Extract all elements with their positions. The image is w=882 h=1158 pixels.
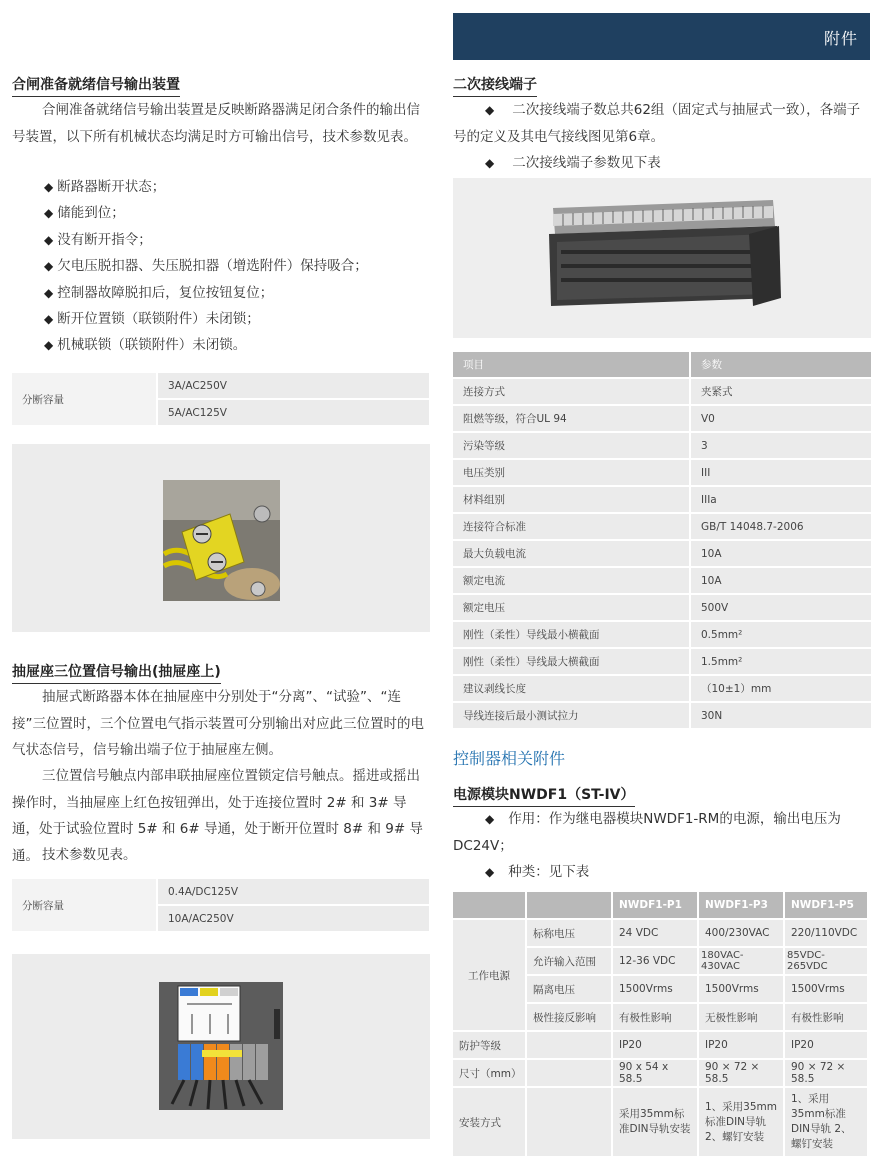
list-item: ◆ 欠电压脱扣器、失压脱扣器（增选附件）保持吸合； xyxy=(44,253,368,279)
table-header-cell: NWDF1-P5 xyxy=(785,892,867,918)
controller-accessories-title: 控制器相关附件 xyxy=(453,749,566,768)
list-item: ◆ 没有断开指令； xyxy=(44,227,368,253)
table-cell: IP20 xyxy=(785,1032,867,1058)
section-title-close-ready: 合闸准备就绪信号输出装置 xyxy=(12,74,180,97)
table-cell: 0.4A/DC125V xyxy=(158,879,429,904)
table-cell: 防护等级 xyxy=(453,1032,525,1058)
table-cell: 400/230VAC xyxy=(699,920,783,946)
table-cell: 材料组别 xyxy=(453,487,691,512)
table-cell: 建议剥线长度 xyxy=(453,676,691,701)
table-row xyxy=(453,487,871,512)
table-cell: 无极性影响 xyxy=(699,1004,783,1030)
table-cell: 30N xyxy=(691,703,871,728)
table-cell: 0.5mm² xyxy=(691,622,871,647)
table-cell: 有极性影响 xyxy=(785,1004,867,1030)
table-row xyxy=(12,373,429,398)
table-cell: 1.5mm² xyxy=(691,649,871,674)
three-position-text-1: 抽屉式断路器本体在抽屉座中分别处于“分离”、“试验”、“连接”三位置时，三个位置电气指示装置可分别输出对应此三位置时的电气状态信号，信号输出端子位于抽屉座左侧。 xyxy=(12,689,424,758)
table-cell: 1500Vrms xyxy=(613,976,697,1002)
diamond-bullet-icon: ◆ xyxy=(485,812,495,826)
table-cell: 有极性影响 xyxy=(613,1004,697,1030)
power-module-table xyxy=(451,890,869,1158)
table-cell xyxy=(527,1032,611,1058)
photo-close-ready-device xyxy=(12,444,430,632)
table-cell: 工作电源 xyxy=(453,920,525,1030)
table-row xyxy=(453,568,871,593)
table-cell: 500V xyxy=(691,595,871,620)
table-cell: 夹紧式 xyxy=(691,379,871,404)
table-cell: 电压类别 xyxy=(453,460,691,485)
table-row xyxy=(453,676,871,701)
table-row xyxy=(453,406,871,431)
list-item: ◆ 断开位置锁（联锁附件）未闭锁； xyxy=(44,306,368,332)
terminal-bullet-2 xyxy=(453,150,873,177)
photo-three-position-terminal xyxy=(12,954,430,1139)
table-cell: 最大负载电流 xyxy=(453,541,691,566)
table-cell: III xyxy=(691,460,871,485)
table-cell: 3A/AC250V xyxy=(158,373,429,398)
list-item: ◆ 机械联锁（联锁附件）未闭锁。 xyxy=(44,332,368,358)
section-title-three-position: 抽屉座三位置信号输出(抽屉座上) xyxy=(12,661,221,684)
table-header-row xyxy=(453,892,867,918)
table-cell: 180VAC-430VAC xyxy=(699,948,783,974)
table-cell: 3 xyxy=(691,433,871,458)
table-cell: 连接方式 xyxy=(453,379,691,404)
table-cell: 1、采用35mm标准DIN导轨 2、螺钉安装 xyxy=(699,1088,783,1156)
table-header-row xyxy=(453,352,871,377)
table-cell: 90 x 54 x 58.5 xyxy=(613,1060,697,1086)
close-ready-paragraph xyxy=(12,97,432,150)
diamond-bullet-icon: ◆ xyxy=(485,103,495,117)
table-cell: 24 VDC xyxy=(613,920,697,946)
diamond-bullet-icon: ◆ xyxy=(485,865,495,879)
three-position-text-2: 三位置信号触点内部串联抽屉座位置锁定信号触点。摇进或摇出操作时，当抽屉座上红色按钮弹出，处于连接位置时 2# 和 3# 导通，处于试验位置时 5# 和 6# 导通，处于断开位置时 8# 和 9# 导通。 xyxy=(12,768,423,864)
table-header-cell: NWDF1-P3 xyxy=(699,892,783,918)
table-row xyxy=(453,433,871,458)
terminal-photo-image xyxy=(12,954,430,1139)
list-item: ◆ 储能到位； xyxy=(44,200,368,226)
table-row xyxy=(453,541,871,566)
header-bar xyxy=(453,13,870,60)
table-row xyxy=(453,649,871,674)
table-cell: IP20 xyxy=(699,1032,783,1058)
table-row xyxy=(453,1088,867,1156)
table-row xyxy=(453,703,871,728)
table-cell: 1500Vrms xyxy=(699,976,783,1002)
table-row xyxy=(453,1032,867,1058)
diamond-bullet-icon: ◆ xyxy=(485,156,495,170)
close-ready-spec-table xyxy=(12,371,429,427)
three-position-paragraph-1 xyxy=(12,684,432,764)
table-cell: 1、采用35mm标准DIN导轨 2、螺钉安装 xyxy=(785,1088,867,1156)
table-header-cell xyxy=(453,892,525,918)
terminal-bullet-text-1: 二次接线端子数总共62组（固定式与抽屉式一致），各端子号的定义及其电气接线图见第6章。 xyxy=(453,102,861,145)
table-cell: 污染等级 xyxy=(453,433,691,458)
table-cell: 220/110VDC xyxy=(785,920,867,946)
table-cell: 分断容量 xyxy=(12,373,158,425)
table-row xyxy=(453,514,871,539)
three-position-text-3: 技术参数见表。 xyxy=(42,847,137,863)
table-cell: 尺寸（mm） xyxy=(453,1060,525,1086)
power-bullet-text-1: 作用：作为继电器模块NWDF1-RM的电源，输出电压为DC24V； xyxy=(453,811,841,854)
table-cell: 安装方式 xyxy=(453,1088,525,1156)
close-ready-text: 合闸准备就绪信号输出装置是反映断路器满足闭合条件的输出信号装置，以下所有机械状态均满足时方可输出信号，技术参数见表。 xyxy=(12,102,420,145)
table-cell: 阻燃等级，符合UL 94 xyxy=(453,406,691,431)
table-cell: 刚性（柔性）导线最小横截面 xyxy=(453,622,691,647)
header-title: 附件 xyxy=(823,29,858,48)
section-title-secondary-terminal: 二次接线端子 xyxy=(453,74,537,97)
list-item: ◆ 控制器故障脱扣后，复位按钮复位； xyxy=(44,280,368,306)
table-row xyxy=(453,1060,867,1086)
table-row xyxy=(453,622,871,647)
table-cell: 采用35mm标准DIN导轨安装 xyxy=(613,1088,697,1156)
table-cell: 额定电流 xyxy=(453,568,691,593)
table-cell: 90 × 72 × 58.5 xyxy=(699,1060,783,1086)
table-cell: 刚性（柔性）导线最大横截面 xyxy=(453,649,691,674)
table-header-cell: 项目 xyxy=(453,352,691,377)
table-cell: 极性接反影响 xyxy=(527,1004,611,1030)
table-row xyxy=(12,879,429,904)
table-cell: 允许输入范围 xyxy=(527,948,611,974)
power-bullet-2 xyxy=(453,859,873,886)
table-header-cell: 参数 xyxy=(691,352,871,377)
table-cell: IP20 xyxy=(613,1032,697,1058)
table-cell: 10A/AC250V xyxy=(158,906,429,931)
table-header-cell: NWDF1-P1 xyxy=(613,892,697,918)
terminal-params-table xyxy=(453,350,871,730)
table-header-cell xyxy=(527,892,611,918)
table-cell: 连接符合标准 xyxy=(453,514,691,539)
device-photo-image xyxy=(12,444,430,632)
power-bullet-1 xyxy=(453,806,873,859)
table-cell: 1500Vrms xyxy=(785,976,867,1002)
table-cell: V0 xyxy=(691,406,871,431)
table-cell: 85VDC-265VDC xyxy=(785,948,867,974)
table-cell: 导线连接后最小测试拉力 xyxy=(453,703,691,728)
table-cell: 12-36 VDC xyxy=(613,948,697,974)
terminal-block-image xyxy=(453,178,871,338)
table-cell: 5A/AC125V xyxy=(158,400,429,425)
three-position-paragraph-3 xyxy=(12,842,432,869)
terminal-bullet-text-2: 二次接线端子参数见下表 xyxy=(512,155,661,171)
terminal-bullet-1 xyxy=(453,97,873,150)
table-cell: 10A xyxy=(691,541,871,566)
close-ready-conditions xyxy=(44,174,368,359)
table-cell xyxy=(527,1060,611,1086)
list-item: ◆ 断路器断开状态； xyxy=(44,174,368,200)
table-cell: IIIa xyxy=(691,487,871,512)
table-row xyxy=(453,595,871,620)
table-cell: 额定电压 xyxy=(453,595,691,620)
table-cell: 隔离电压 xyxy=(527,976,611,1002)
table-cell: 标称电压 xyxy=(527,920,611,946)
table-cell: 90 × 72 × 58.5 xyxy=(785,1060,867,1086)
table-cell: （10±1）mm xyxy=(691,676,871,701)
section-title-power-module: 电源模块NWDF1（ST-IV） xyxy=(453,784,635,807)
table-row xyxy=(453,379,871,404)
table-row xyxy=(453,460,871,485)
table-row xyxy=(453,920,867,946)
three-position-spec-table xyxy=(12,877,429,933)
photo-terminal-block xyxy=(453,178,871,338)
power-bullet-text-2: 种类：见下表 xyxy=(508,864,590,880)
table-cell: 10A xyxy=(691,568,871,593)
table-cell: GB/T 14048.7-2006 xyxy=(691,514,871,539)
table-cell: 分断容量 xyxy=(12,879,158,931)
table-cell xyxy=(527,1088,611,1156)
